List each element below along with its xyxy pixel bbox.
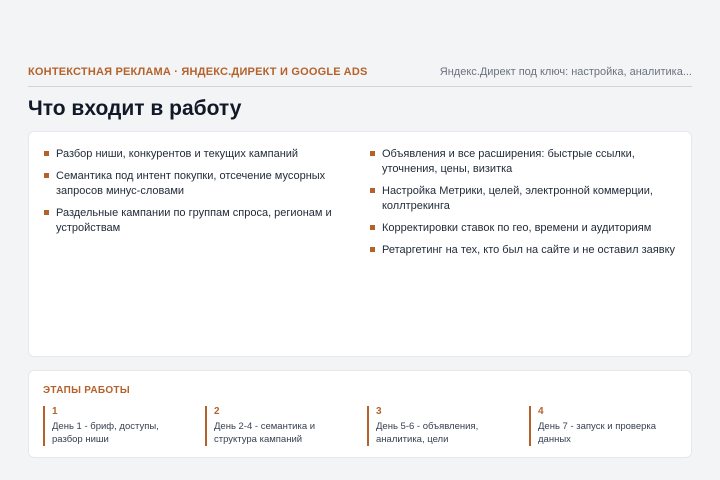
bullet-icon: [44, 210, 49, 215]
stage-text: День 1 - бриф, доступы, разбор ниши: [52, 421, 159, 445]
works-column-left: [43, 146, 351, 264]
bullet-icon: [370, 188, 375, 193]
list-item: Семантика под интент покупки, отсечение мусорных запросов минус-словами: [43, 168, 351, 199]
stage-item: [367, 406, 515, 446]
stage-text: День 2-4 - семантика и структура кампаний: [214, 421, 316, 445]
stage-number: 4: [538, 406, 544, 417]
header-bar: [28, 60, 692, 87]
header-tagline: Яндекс.Директ под ключ: настройка, аналитика...: [439, 66, 692, 78]
page-title: Что входит в работу: [28, 97, 242, 120]
stage-number: 1: [52, 406, 58, 417]
list-item: Настройка Метрики, целей, электронной коммерции, коллтрекинга: [369, 183, 677, 214]
works-column-right: [369, 146, 677, 264]
bullet-icon: [44, 173, 49, 178]
stage-text: День 5-6 - объявления, аналитика, цели: [376, 421, 479, 445]
bullet-icon: [370, 225, 375, 230]
list-item: Ретаргетинг на тех, кто был на сайте и не оставил заявку: [369, 242, 677, 258]
bullet-icon: [370, 247, 375, 252]
stages-card: [28, 370, 692, 458]
stage-number: 2: [214, 406, 220, 417]
list-item: Раздельные кампании по группам спроса, регионам и устройствам: [43, 205, 351, 236]
bullet-icon: [44, 151, 49, 156]
list-item: Корректировки ставок по гео, времени и аудиториям: [369, 220, 677, 236]
stage-text: День 7 - запуск и проверка данных: [538, 421, 657, 445]
works-card: [28, 131, 692, 357]
list-item: Разбор ниши, конкурентов и текущих кампаний: [43, 146, 351, 162]
stage-item: [205, 406, 353, 446]
bullet-icon: [370, 151, 375, 156]
stage-item: [529, 406, 677, 446]
stages-title: ЭТАПЫ РАБОТЫ: [43, 385, 130, 396]
stage-number: 3: [376, 406, 382, 417]
stage-item: [43, 406, 191, 446]
section-eyebrow: КОНТЕКСТНАЯ РЕКЛАМА · ЯНДЕКС.ДИРЕКТ И GOOGLE ADS: [28, 66, 368, 78]
stages-list: [43, 406, 677, 446]
list-item: Объявления и все расширения: быстрые ссылки, уточнения, цены, визитка: [369, 146, 677, 177]
